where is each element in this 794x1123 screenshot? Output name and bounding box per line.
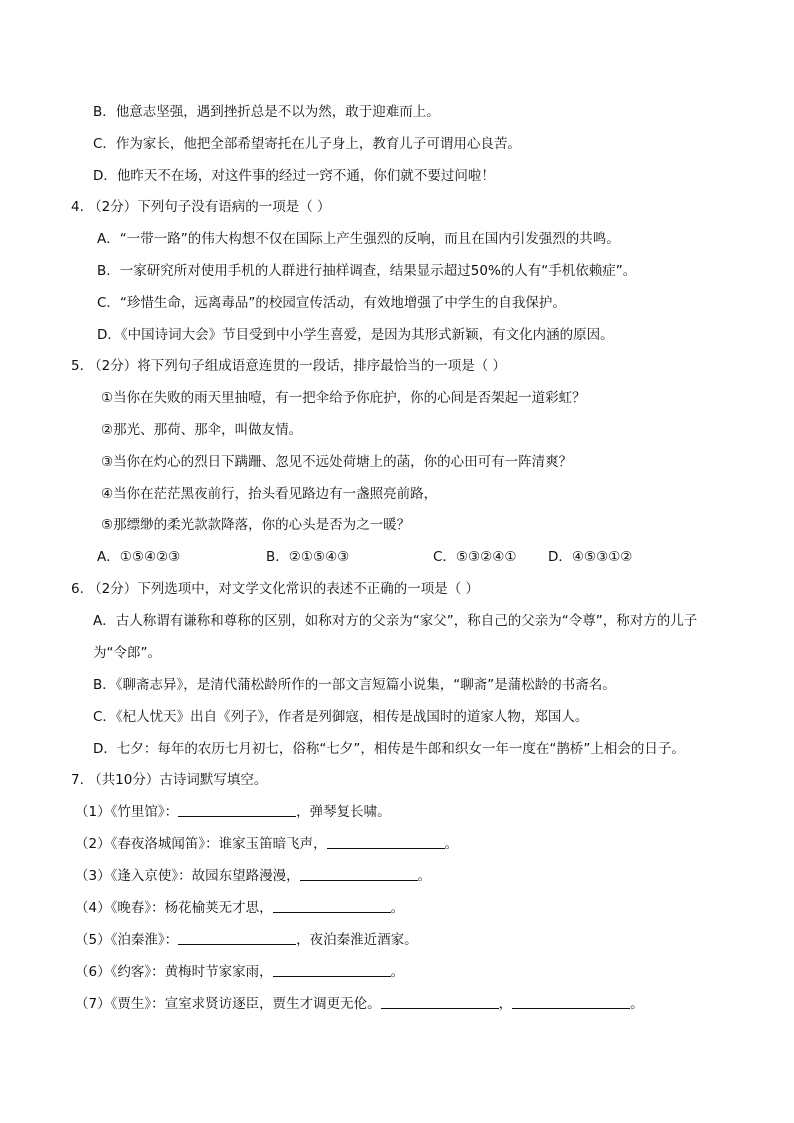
q7-item-3-suffix: 。 <box>417 868 432 884</box>
q7-item-7-comma: ， <box>498 996 513 1012</box>
q6-option-a-line2: 为“令郎”。 <box>93 645 161 661</box>
option-d: D．他昨天不在场，对这件事的经过一窍不通，你们就不要过问啦！ <box>93 168 495 184</box>
answer-blank-1[interactable] <box>178 803 296 817</box>
option-c: C．作为家长，他把全部希望寄托在儿子身上，教育儿子可谓用心良苦。 <box>93 136 521 152</box>
q7-item-2-suffix: 。 <box>444 836 459 852</box>
q7-item-7-prefix: （7）《贾生》：宣室求贤访逐臣，贾生才调更无伦。 <box>75 996 381 1012</box>
q5-sentence-1: ①当你在失败的雨天里抽噎，有一把伞给予你庇护，你的心间是否架起一道彩虹？ <box>101 390 586 406</box>
q6-option-c: C．《杞人忧天》出自《列子》，作者是列御寇，相传是战国时的道家人物，郑国人。 <box>93 709 589 725</box>
answer-blank-7a[interactable] <box>381 995 499 1009</box>
q6-option-d: D．七夕：每年的农历七月初七，俗称“七夕”，相传是牛郎和织女一年一度在“鹊桥”上相会的日子。 <box>93 741 685 757</box>
q7-item-1-prefix: （1）《竹里馆》： <box>75 804 179 820</box>
q4-option-b: B．一家研究所对使用手机的人群进行抽样调查，结果显示超过50%的人有“手机依赖症”。 <box>97 263 637 279</box>
q4-option-a: A．“一带一路”的伟大构想不仅在国际上产生强烈的反响，而且在国内引发强烈的共鸣。 <box>97 231 620 247</box>
q7-item-5-prefix: （5）《泊秦淮》： <box>75 932 179 948</box>
answer-blank-5[interactable] <box>178 931 296 945</box>
q7-item-6-suffix: 。 <box>390 964 405 980</box>
q5-option-a: A．①⑤④②③ <box>97 549 181 565</box>
q7-item-2 <box>75 835 458 853</box>
q7-item-3-prefix: （3）《逢入京使》：故园东望路漫漫， <box>75 868 300 884</box>
q7-item-5 <box>75 931 418 949</box>
q7-item-4-prefix: （4）《晚春》：杨花榆荚无才思， <box>75 900 273 916</box>
q7-item-6 <box>75 963 404 981</box>
q7-item-4-suffix: 。 <box>390 900 405 916</box>
q4-option-c: C．“珍惜生命，远离毒品”的校园宣传活动，有效地增强了中学生的自我保护。 <box>97 295 566 311</box>
question-4-stem: 4. （2分）下列句子没有语病的一项是（ ） <box>71 199 331 215</box>
answer-blank-7b[interactable] <box>512 995 630 1009</box>
q7-item-6-prefix: （6）《约客》：黄梅时节家家雨， <box>75 964 273 980</box>
question-5-stem: 5. （2分）将下列句子组成语意连贯的一段话，排序最恰当的一项是（ ） <box>71 358 507 374</box>
q5-sentence-5: ⑤那缥缈的柔光款款降落，你的心头是否为之一暖？ <box>101 517 411 533</box>
q7-item-4 <box>75 899 404 917</box>
answer-blank-4[interactable] <box>273 899 391 913</box>
q6-option-b: B．《聊斋志异》，是清代蒲松龄所作的一部文言短篇小说集，“聊斋”是蒲松龄的书斋名。 <box>93 677 616 693</box>
q7-item-1-suffix: ，弹琴复长啸。 <box>296 804 391 820</box>
q7-item-1 <box>75 803 391 821</box>
q7-item-2-prefix: （2）《春夜洛城闻笛》：谁家玉笛暗飞声， <box>75 836 327 852</box>
option-b: B．他意志坚强，遇到挫折总是不以为然，敢于迎难而上。 <box>93 104 440 120</box>
question-7-stem: 7. （共10分）古诗词默写填空。 <box>71 772 268 788</box>
q7-item-3 <box>75 867 431 885</box>
q5-option-b: B．②①⑤④③ <box>266 549 350 565</box>
q5-sentence-3: ③当你在灼心的烈日下蹒跚、忽见不远处荷塘上的菡，你的心田可有一阵清爽？ <box>101 454 573 470</box>
answer-blank-3[interactable] <box>300 867 418 881</box>
q7-item-7 <box>75 995 644 1013</box>
q6-option-a-line1: A．古人称谓有谦称和尊称的区别，如称对方的父亲为“家父”，称自己的父亲为“令尊”，称对方的儿子 <box>93 613 698 629</box>
answer-blank-6[interactable] <box>273 963 391 977</box>
q5-option-d: D．④⑤③①② <box>548 549 633 565</box>
q5-option-c: C．⑤③②④① <box>433 549 517 565</box>
q5-sentence-2: ②那光、那荷、那伞，叫做友情。 <box>101 422 303 438</box>
q7-item-5-suffix: ，夜泊秦淮近酒家。 <box>296 932 418 948</box>
q7-item-7-suffix: 。 <box>630 996 644 1012</box>
q5-sentence-4: ④当你在茫茫黑夜前行，抬头看见路边有一盏照亮前路， <box>101 486 438 502</box>
answer-blank-2[interactable] <box>327 835 445 849</box>
question-6-stem: 6. （2分）下列选项中，对文学文化常识的表述不正确的一项是（ ） <box>71 581 480 597</box>
q4-option-d: D．《中国诗词大会》节目受到中小学生喜爱，是因为其形式新颖，有文化内涵的原因。 <box>97 327 614 343</box>
